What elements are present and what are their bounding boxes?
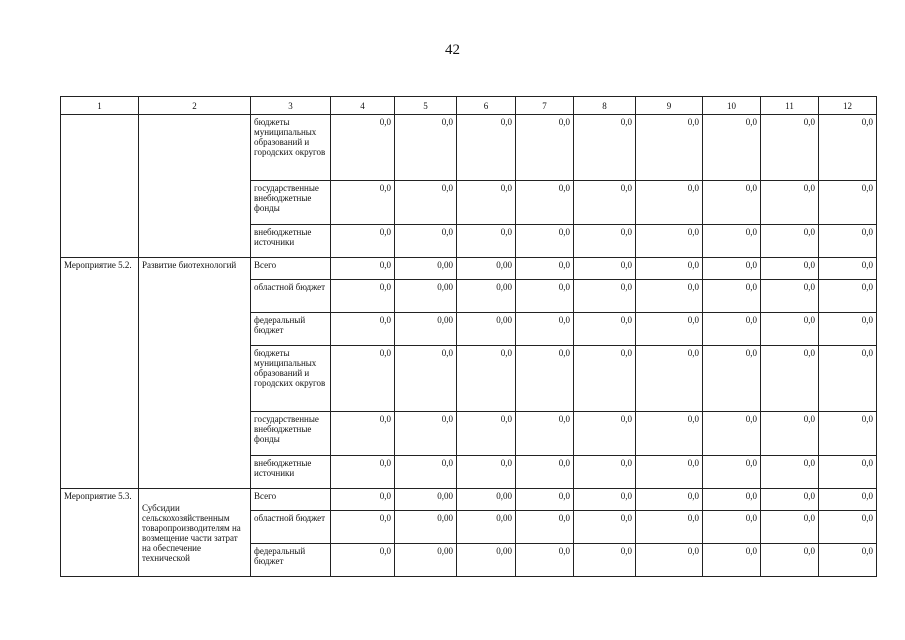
- value-cell: 0,0: [331, 544, 395, 577]
- value-cell: 0,0: [819, 412, 877, 456]
- value-cell: 0,0: [636, 489, 703, 511]
- value-cell: 0,0: [574, 258, 636, 280]
- value-cell: 0,0: [516, 115, 574, 181]
- value-cell: 0,0: [331, 489, 395, 511]
- value-cell: 0,0: [761, 258, 819, 280]
- value-cell: 0,0: [703, 313, 761, 346]
- value-cell: 0,0: [574, 115, 636, 181]
- value-cell: 0,0: [516, 280, 574, 313]
- value-cell: 0,0: [574, 313, 636, 346]
- value-cell: 0,0: [516, 489, 574, 511]
- funding-source-cell: внебюджетные источники: [251, 456, 331, 489]
- value-cell: 0,0: [761, 544, 819, 577]
- value-cell: 0,00: [395, 544, 457, 577]
- value-cell: 0,0: [395, 412, 457, 456]
- value-cell: 0,0: [574, 456, 636, 489]
- column-header: 12: [819, 97, 877, 115]
- page-number: 42: [445, 42, 460, 58]
- value-cell: 0,0: [395, 181, 457, 225]
- event-title-cell: Развитие биотехнологий: [139, 258, 251, 489]
- value-cell: 0,0: [703, 115, 761, 181]
- event-number-cell: Мероприятие 5.3.: [61, 489, 139, 577]
- value-cell: 0,0: [636, 412, 703, 456]
- value-cell: 0,0: [331, 181, 395, 225]
- table-row: [61, 115, 877, 181]
- value-cell: 0,00: [457, 313, 516, 346]
- event-number-cell: Мероприятие 5.2.: [61, 258, 139, 489]
- value-cell: 0,0: [703, 346, 761, 412]
- column-header: 1: [61, 97, 139, 115]
- value-cell: 0,0: [703, 181, 761, 225]
- funding-source-cell: бюджеты муниципальных образований и городских округов: [251, 115, 331, 181]
- value-cell: 0,00: [395, 313, 457, 346]
- value-cell: 0,0: [761, 456, 819, 489]
- value-cell: 0,0: [703, 258, 761, 280]
- value-cell: 0,0: [819, 489, 877, 511]
- value-cell: 0,0: [819, 511, 877, 544]
- column-header: 5: [395, 97, 457, 115]
- column-header: 9: [636, 97, 703, 115]
- value-cell: 0,0: [703, 412, 761, 456]
- value-cell: 0,0: [636, 115, 703, 181]
- value-cell: 0,00: [457, 280, 516, 313]
- value-cell: 0,0: [574, 181, 636, 225]
- event-title-cell: Субсидии сельскохозяйственным товаропроизводителям на возмещение части затрат на обеспечение технической: [139, 489, 251, 577]
- value-cell: 0,0: [636, 181, 703, 225]
- value-cell: 0,0: [703, 544, 761, 577]
- funding-source-cell: государственные внебюджетные фонды: [251, 412, 331, 456]
- value-cell: 0,0: [703, 489, 761, 511]
- value-cell: 0,0: [636, 544, 703, 577]
- value-cell: 0,00: [457, 544, 516, 577]
- value-cell: 0,0: [457, 181, 516, 225]
- value-cell: 0,0: [574, 280, 636, 313]
- event-title-cell: [139, 115, 251, 258]
- value-cell: 0,0: [819, 313, 877, 346]
- value-cell: 0,0: [516, 346, 574, 412]
- value-cell: 0,0: [516, 412, 574, 456]
- value-cell: 0,0: [331, 456, 395, 489]
- value-cell: 0,0: [457, 456, 516, 489]
- value-cell: 0,0: [761, 115, 819, 181]
- value-cell: 0,0: [703, 280, 761, 313]
- value-cell: 0,0: [516, 225, 574, 258]
- column-header: 4: [331, 97, 395, 115]
- value-cell: 0,0: [636, 511, 703, 544]
- value-cell: 0,00: [457, 258, 516, 280]
- table-row: [61, 489, 877, 511]
- value-cell: 0,0: [331, 258, 395, 280]
- value-cell: 0,0: [331, 313, 395, 346]
- value-cell: 0,0: [761, 511, 819, 544]
- funding-source-cell: областной бюджет: [251, 280, 331, 313]
- value-cell: 0,0: [636, 346, 703, 412]
- column-header: 2: [139, 97, 251, 115]
- value-cell: 0,0: [761, 489, 819, 511]
- value-cell: 0,0: [516, 258, 574, 280]
- table-row: [61, 258, 877, 280]
- value-cell: 0,0: [819, 456, 877, 489]
- value-cell: 0,0: [516, 544, 574, 577]
- value-cell: 0,00: [457, 489, 516, 511]
- value-cell: 0,0: [819, 115, 877, 181]
- value-cell: 0,00: [395, 489, 457, 511]
- value-cell: 0,0: [819, 280, 877, 313]
- funding-source-cell: государственные внебюджетные фонды: [251, 181, 331, 225]
- funding-source-cell: бюджеты муниципальных образований и городских округов: [251, 346, 331, 412]
- value-cell: 0,0: [574, 346, 636, 412]
- header-row: [61, 97, 877, 115]
- value-cell: 0,0: [457, 115, 516, 181]
- value-cell: 0,0: [457, 225, 516, 258]
- value-cell: 0,0: [395, 346, 457, 412]
- value-cell: 0,0: [574, 544, 636, 577]
- value-cell: 0,0: [761, 346, 819, 412]
- value-cell: 0,00: [395, 258, 457, 280]
- value-cell: 0,0: [395, 225, 457, 258]
- value-cell: 0,0: [457, 346, 516, 412]
- funding-source-cell: областной бюджет: [251, 511, 331, 544]
- column-header: 3: [251, 97, 331, 115]
- budget-table: [60, 96, 877, 577]
- value-cell: 0,0: [636, 280, 703, 313]
- funding-source-cell: Всего: [251, 258, 331, 280]
- value-cell: 0,0: [516, 456, 574, 489]
- value-cell: 0,0: [331, 280, 395, 313]
- value-cell: 0,0: [761, 225, 819, 258]
- value-cell: 0,00: [457, 511, 516, 544]
- value-cell: 0,0: [636, 313, 703, 346]
- value-cell: 0,0: [331, 346, 395, 412]
- value-cell: 0,0: [761, 280, 819, 313]
- column-header: 6: [457, 97, 516, 115]
- event-number-cell: [61, 115, 139, 258]
- column-header: 7: [516, 97, 574, 115]
- funding-source-cell: федеральный бюджет: [251, 544, 331, 577]
- value-cell: 0,0: [761, 313, 819, 346]
- value-cell: 0,0: [331, 115, 395, 181]
- value-cell: 0,0: [395, 115, 457, 181]
- column-header: 10: [703, 97, 761, 115]
- column-header: 11: [761, 97, 819, 115]
- funding-source-cell: Всего: [251, 489, 331, 511]
- value-cell: 0,00: [395, 511, 457, 544]
- value-cell: 0,0: [574, 511, 636, 544]
- value-cell: 0,0: [516, 313, 574, 346]
- value-cell: 0,0: [395, 456, 457, 489]
- value-cell: 0,0: [516, 511, 574, 544]
- value-cell: 0,0: [331, 511, 395, 544]
- funding-source-cell: федеральный бюджет: [251, 313, 331, 346]
- value-cell: 0,0: [574, 489, 636, 511]
- value-cell: 0,0: [819, 258, 877, 280]
- value-cell: 0,0: [457, 412, 516, 456]
- value-cell: 0,0: [516, 181, 574, 225]
- value-cell: 0,0: [819, 225, 877, 258]
- value-cell: 0,0: [636, 456, 703, 489]
- value-cell: 0,0: [761, 181, 819, 225]
- value-cell: 0,0: [819, 181, 877, 225]
- column-header: 8: [574, 97, 636, 115]
- value-cell: 0,0: [819, 544, 877, 577]
- value-cell: 0,0: [574, 412, 636, 456]
- value-cell: 0,0: [703, 456, 761, 489]
- funding-source-cell: внебюджетные источники: [251, 225, 331, 258]
- value-cell: 0,0: [331, 225, 395, 258]
- value-cell: 0,0: [331, 412, 395, 456]
- value-cell: 0,0: [819, 346, 877, 412]
- value-cell: 0,0: [636, 258, 703, 280]
- value-cell: 0,0: [574, 225, 636, 258]
- value-cell: 0,00: [395, 280, 457, 313]
- value-cell: 0,0: [703, 511, 761, 544]
- value-cell: 0,0: [703, 225, 761, 258]
- value-cell: 0,0: [761, 412, 819, 456]
- value-cell: 0,0: [636, 225, 703, 258]
